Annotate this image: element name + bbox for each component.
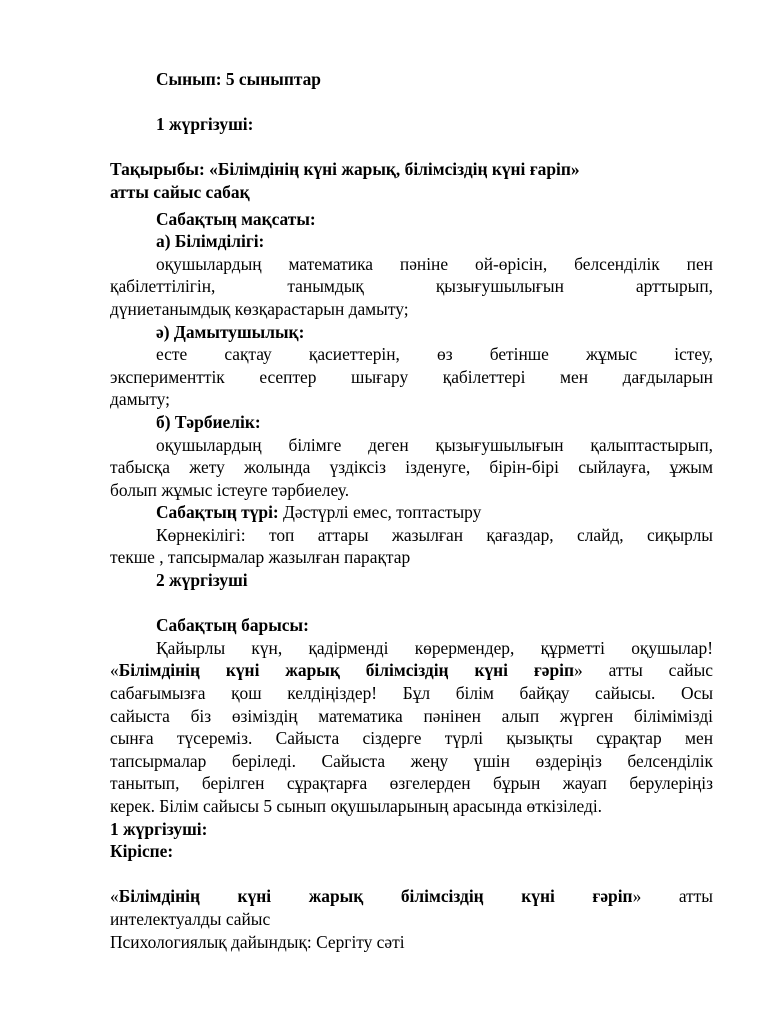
educational-heading: а) Білімділігі: bbox=[156, 231, 265, 252]
upbringing-heading: б) Тәрбиелік: bbox=[156, 411, 261, 432]
blank-line bbox=[110, 91, 713, 114]
intro-title-quote: Білімдінің күні жарық білімсіздің күні ғәріп bbox=[118, 886, 633, 907]
topic-label: Тақырыбы: bbox=[110, 159, 205, 180]
progress-text-line: тапсырмалар беріледі. Сайыста жеңу үшін өздеріңіз белсенділік bbox=[110, 750, 713, 771]
topic-title-continued: атты сайыс сабақ bbox=[110, 181, 250, 202]
visual-aids-line: Көрнекілігі: топ аттары жазылған қағаздар, слайд, сиқырлы bbox=[156, 524, 713, 545]
visual-aids-line: текше , тапсырмалар жазылған парақтар bbox=[110, 547, 411, 568]
intro-heading: Кіріспе: bbox=[110, 841, 174, 862]
upbringing-text-line: оқушылардың білімге деген қызығушылығын қалыптастырып, bbox=[156, 434, 713, 455]
developmental-text-line: дамыту; bbox=[110, 389, 170, 410]
psychological-prep-line: Психологиялық дайындық: Сергіту сәті bbox=[110, 931, 405, 952]
progress-heading: Сабақтың барысы: bbox=[156, 615, 309, 636]
blank-line bbox=[110, 863, 713, 886]
lesson-type-label: Сабақтың түрі: bbox=[156, 502, 279, 523]
lesson-title-quote: Білімдінің күні жарық білімсіздің күні ғәріп bbox=[118, 660, 575, 681]
host-2-label: 2 жүргізуші bbox=[156, 570, 248, 591]
developmental-heading: ә) Дамытушылық: bbox=[156, 321, 305, 342]
blank-line bbox=[110, 136, 713, 159]
progress-quote-line: «Білімдінің күні жарық білімсіздің күні ғәріп» атты сайыс bbox=[110, 660, 714, 681]
document-page bbox=[110, 68, 713, 953]
progress-text-line: танытып, берілген сұрақтарға өзгелерден бұрын жауап берулеріңіз bbox=[110, 773, 713, 794]
upbringing-text-line: болып жұмыс істеуге тәрбиелеу. bbox=[110, 479, 350, 500]
developmental-text-line: есте сақтау қасиеттерін, өз бетінше жұмыс істеу, bbox=[156, 344, 713, 365]
intro-text-line: интелектуалды сайыс bbox=[110, 908, 271, 929]
progress-text-line: сынға түсереміз. Сайыста сіздерге түрлі қызықты сұрақтар мен bbox=[110, 728, 713, 749]
topic-line bbox=[110, 158, 713, 181]
blank-line bbox=[110, 592, 713, 615]
educational-text-line: оқушылардың математика пәніне ой-өрісін, белсенділік пен bbox=[156, 253, 713, 274]
educational-text-line: дүниетанымдық көзқарастарын дамыту; bbox=[110, 298, 409, 319]
intro-quote-line: «Білімдінің күні жарық білімсіздің күні ғәріп» атты bbox=[110, 886, 713, 907]
progress-text-line: керек. Білім сайысы 5 сынып оқушыларының арасында өткізіледі. bbox=[110, 796, 603, 816]
host-1-label: 1 жүргізуші: bbox=[156, 114, 254, 135]
host-1-label-second: 1 жүргізуші: bbox=[110, 818, 208, 839]
educational-text-line: қабілеттілігін, танымдық қызығушылығын арттырып, bbox=[110, 276, 713, 297]
grade-line: Сынып: 5 сыныптар bbox=[156, 69, 321, 89]
topic-title: «Білімдінің күні жарық, білімсіздің күні ғаріп» bbox=[209, 159, 580, 180]
lesson-type-line bbox=[110, 501, 713, 524]
developmental-text-line: эксперименттік есептер шығару қабілеттері мен дағдыларын bbox=[110, 366, 713, 387]
lesson-type-value: Дәстүрлі емес, топтастыру bbox=[278, 502, 482, 523]
progress-text-line: сайыста біз өзіміздің математика пәнінен алып жүрген білімімізді bbox=[110, 705, 713, 726]
progress-text-line: Қайырлы күн, қадірменді көрермендер, құрметті оқушылар! bbox=[156, 637, 713, 658]
goals-heading: Сабақтың мақсаты: bbox=[156, 208, 316, 229]
progress-text-line: сабағымызға қош келдіңіздер! Бұл білім байқау сайысы. Осы bbox=[110, 683, 713, 704]
upbringing-text-line: табысқа жету жолында үздіксіз ізденуге, бірін-бірі сыйлауға, ұжым bbox=[110, 457, 713, 478]
